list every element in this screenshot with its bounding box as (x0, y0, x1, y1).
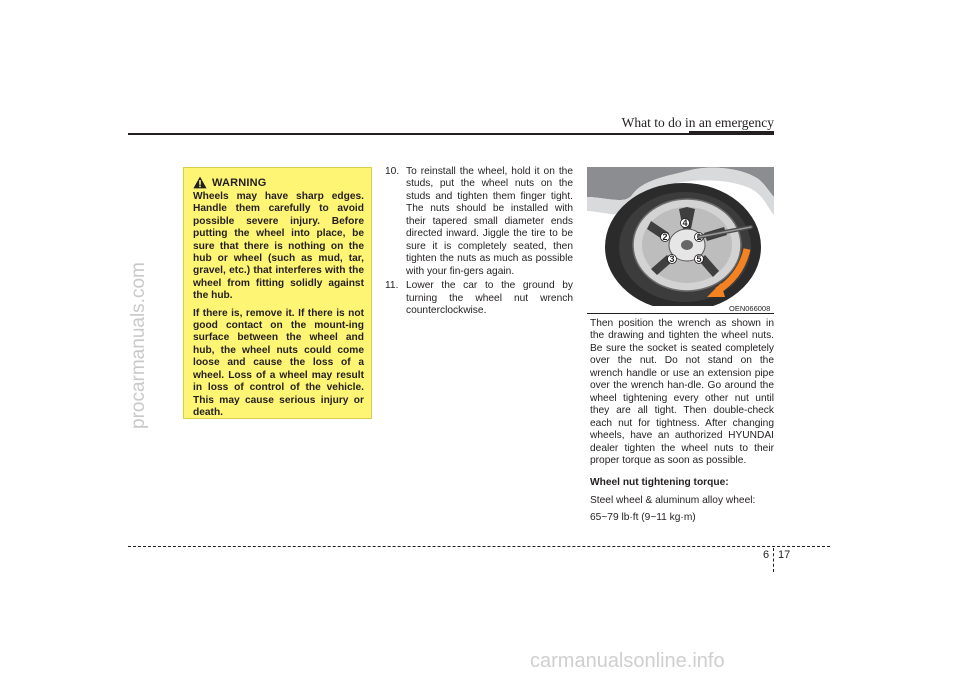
warning-triangle-icon (193, 176, 207, 189)
nut-label: 3 (669, 254, 675, 265)
list-item (385, 166, 573, 278)
instruction-steps (385, 166, 573, 319)
torque-wheel-type: Steel wheel & aluminum alloy wheel: (590, 494, 756, 506)
torque-heading: Wheel nut tightening torque: (590, 477, 729, 489)
wheel-illustration (587, 167, 774, 306)
chapter-number: 6 (763, 549, 770, 561)
side-watermark-text: procarmanuals.com (128, 262, 149, 429)
nut-label: 4 (682, 218, 688, 229)
nut-label: 2 (662, 232, 668, 243)
header-rule-accent (689, 131, 774, 135)
wheel-wrench-figure (587, 167, 774, 306)
figure-rule (587, 313, 774, 314)
torque-value: 65~79 lb·ft (9~11 kg·m) (590, 512, 696, 524)
list-item (385, 280, 573, 317)
bottom-watermark: carmanualsonline.info (530, 650, 725, 672)
step-number: 10. (385, 166, 400, 177)
warning-box (183, 167, 372, 419)
page-number-separator (773, 548, 774, 572)
instruction-body (590, 318, 774, 525)
header-rule (128, 133, 774, 135)
figure-code: OEN066008 (729, 304, 771, 313)
warning-paragraph: Wheels may have sharp edges. Handle them carefully to avoid possible severe injury. Before putting the wheel into place, be sure that there is nothing on the hub or wheel (such as mud, tar, gravel, etc.) that interferes with the wheel from fitting solidly against the hub. (193, 191, 364, 302)
section-title: What to do in an emergency (621, 115, 774, 130)
footer-rule (128, 546, 830, 547)
body-paragraph: Then position the wrench as shown in the drawing and tighten the wheel nuts. Be sure the socket is seated completely over the nut. Do not stand on the wrench handle or use an extension pipe over the wrench han-dle. Go around the wheel tightening every other nut until they are all tight. Then double-check each nut for tightness. After changing wheels, have an authorized HYUNDAI dealer tighten the wheel nuts to their proper torque as soon as possible. (590, 318, 774, 466)
step-text: To reinstall the wheel, hold it on the studs, put the wheel nuts on the studs and tighten them finger tight. The nuts should be installed with their tapered small diameter ends directed inward. Jiggle the tire to be sure it is completely seated, then tighten the nuts as much as possible with your fin-gers again. (406, 166, 573, 277)
nut-label: 5 (696, 254, 702, 265)
warning-title: WARNING (212, 176, 267, 189)
step-text: Lower the car to the ground by turning the wheel nut wrench counterclockwise. (406, 280, 573, 316)
warning-paragraph: If there is, remove it. If there is not good contact on the mount-ing surface between the wheel and hub, the wheel nuts could come loose and cause the loss of a wheel. Loss of a wheel may result in loss of control of the vehicle. This may cause serious injury or death. (193, 307, 364, 418)
page-number: 17 (778, 549, 791, 561)
warning-header (193, 176, 364, 189)
step-number: 11. (385, 280, 399, 292)
